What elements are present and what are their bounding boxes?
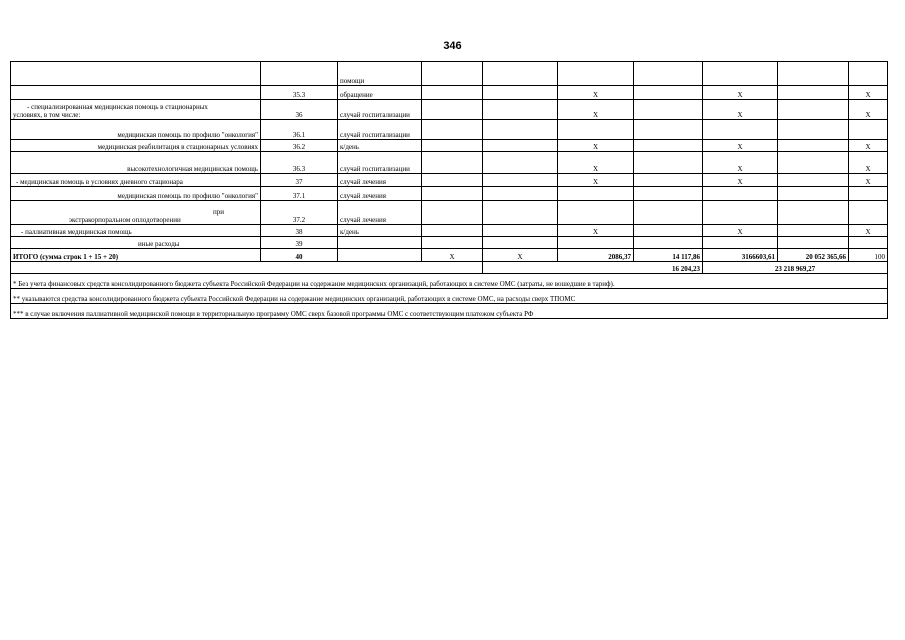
unit-cell: случай лечения [338, 201, 422, 225]
row-number: 37.1 [261, 187, 338, 201]
table-row [11, 174, 888, 187]
table-row [11, 120, 888, 140]
table-row [11, 152, 888, 174]
x-mark: X [849, 100, 888, 120]
total-row [11, 249, 888, 262]
unit-cell: случай лечения [338, 187, 422, 201]
x-mark: X [558, 152, 634, 174]
row-number: 40 [261, 249, 338, 262]
row-number: 37 [261, 174, 338, 187]
row-number: 37.2 [261, 201, 338, 225]
x-mark: X [703, 174, 778, 187]
x-mark: X [849, 86, 888, 100]
row-name: - медицинская помощь в условиях дневного стационара [11, 174, 261, 187]
table-row [11, 237, 888, 249]
total-value: 100 [849, 249, 888, 262]
table-row [11, 100, 888, 120]
x-mark: X [849, 174, 888, 187]
unit-cell: случай госпитализации [338, 100, 422, 120]
row-number: 35.3 [261, 86, 338, 100]
note-row [11, 289, 888, 304]
x-mark: X [849, 140, 888, 152]
x-mark: X [422, 249, 483, 262]
row-number: 39 [261, 237, 338, 249]
unit-cell: случай госпитализации [338, 152, 422, 174]
unit-cell: помощи [338, 62, 422, 86]
row-name-line: условиях, в том числе: [13, 111, 81, 119]
sum-value: 16 204,23 [483, 262, 703, 274]
footnote: * Без учета финансовых средств консолидированного бюджета субъекта Российской Федерации на содержание медицинских организаций, работающих в системе ОМС (затраты, не вошедшие в тариф). [11, 274, 888, 289]
x-mark: X [558, 86, 634, 100]
row-name: медицинская помощь по профилю "онкология" [11, 120, 261, 140]
unit-cell: обращение [338, 86, 422, 100]
row-name [11, 201, 261, 225]
x-mark: X [558, 100, 634, 120]
total-label: ИТОГО (сумма строк 1 + 15 + 20) [11, 249, 261, 262]
x-mark: X [703, 86, 778, 100]
row-number: 36.2 [261, 140, 338, 152]
sum-row [11, 262, 888, 274]
row-name: медицинская реабилитация в стационарных условиях [11, 140, 261, 152]
x-mark: X [558, 140, 634, 152]
sum-value: 23 218 969,27 [703, 262, 888, 274]
table-row [11, 187, 888, 201]
unit-cell: к/день [338, 140, 422, 152]
footnote: *** в случае включения паллиативной медицинской помощи в территориальную программу ОМС сверх базовой программы ОМС с соответствующим платежом субъекта РФ [11, 304, 888, 319]
x-mark: X [703, 225, 778, 237]
table-row [11, 62, 888, 86]
x-mark: X [558, 174, 634, 187]
unit-cell: случай госпитализации [338, 120, 422, 140]
table-row [11, 140, 888, 152]
note-row [11, 304, 888, 319]
row-name-line: при [213, 208, 224, 216]
row-number: 36.3 [261, 152, 338, 174]
x-mark: X [849, 225, 888, 237]
unit-cell: к/день [338, 225, 422, 237]
unit-cell: случай лечения [338, 174, 422, 187]
table-row [11, 86, 888, 100]
row-name: иные расходы [11, 237, 261, 249]
table-row [11, 225, 888, 237]
total-value: 3166603,61 [703, 249, 778, 262]
row-name-line: экстракорпоральном оплодотворении [69, 216, 181, 224]
row-name: медицинская помощь по профилю "онкология" [11, 187, 261, 201]
page-number: 346 [443, 40, 462, 52]
x-mark: X [703, 152, 778, 174]
row-name: высокотехнологичная медицинская помощь [11, 152, 261, 174]
total-value: 14 117,86 [634, 249, 703, 262]
note-row [11, 274, 888, 289]
total-value: 20 052 365,66 [778, 249, 849, 262]
financing-table [10, 61, 888, 319]
row-number: 38 [261, 225, 338, 237]
x-mark: X [703, 140, 778, 152]
row-name: - паллиативная медицинская помощь [11, 225, 261, 237]
row-number: 36.1 [261, 120, 338, 140]
x-mark: X [849, 152, 888, 174]
table-row [11, 201, 888, 225]
footnote: ** указываются средства консолидированного бюджета субъекта Российской Федерации на содержание медицинских организаций, работающих в системе ОМС, на расходы сверх ТПОМС [11, 289, 888, 304]
row-name-line: - специализированная медицинская помощь в стационарных [27, 103, 208, 111]
row-name [11, 100, 261, 120]
row-number: 36 [261, 100, 338, 120]
x-mark: X [703, 100, 778, 120]
x-mark: X [558, 225, 634, 237]
x-mark: X [483, 249, 558, 262]
total-value: 2086,37 [558, 249, 634, 262]
